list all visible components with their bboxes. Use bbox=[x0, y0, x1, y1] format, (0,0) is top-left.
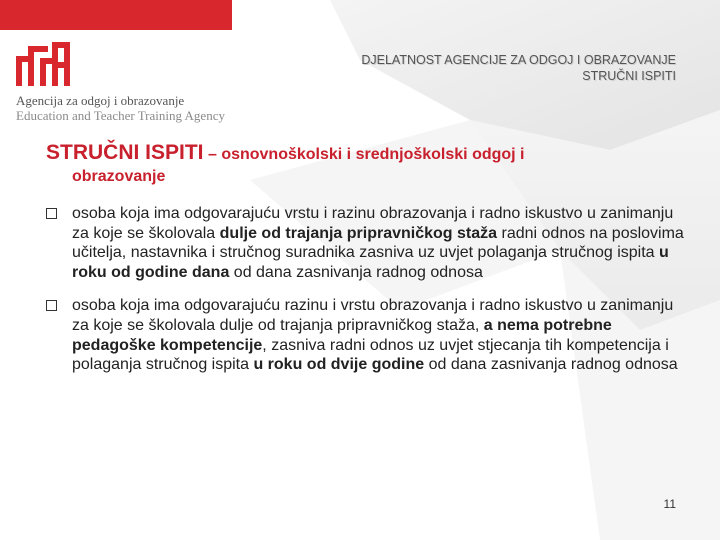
bullet-text-bold: u roku od godine dana bbox=[72, 244, 669, 281]
section-header-line1: DJELATNOST AGENCIJE ZA ODGOJ I OBRAZOVANJE bbox=[361, 53, 676, 67]
agency-name-en: Education and Teacher Training Agency bbox=[16, 108, 225, 123]
bullet-text-part: od dana zasnivanja radnog odnosa bbox=[424, 356, 678, 374]
bullet-text-bold: dulje od trajanja pripravničkog staža bbox=[219, 224, 498, 242]
bullet-item bbox=[46, 296, 686, 374]
bullet-text-bold: a nema potrebne pedagoške kompetencije bbox=[72, 316, 612, 354]
page-number: 11 bbox=[663, 497, 676, 511]
section-header-line2: STRUČNI ISPITI bbox=[582, 69, 676, 83]
top-red-bar bbox=[0, 0, 232, 30]
bullet-text-part: osoba koja ima odgovarajuću vrstu i razinu obrazovanja i radno iskustvo u zanimanju za koje se školovala bbox=[72, 205, 674, 242]
section-header bbox=[256, 52, 676, 84]
bullet-item bbox=[46, 204, 686, 282]
bullet-text-part: od dana zasnivanja radnog odnosa bbox=[229, 263, 483, 281]
agency-logo bbox=[14, 40, 74, 88]
page-title-dash: – bbox=[203, 146, 222, 163]
page-title-main: STRUČNI ISPITI bbox=[46, 141, 204, 164]
bullet-text-part: radni odnos na poslovima učitelja, nastavnika i stručnog suradnika zasniva uz uvjet polaganja stručnog ispita bbox=[72, 224, 684, 262]
page-title-subtitle-line2: obrazovanje bbox=[72, 168, 166, 185]
agency-name-hr: Agencija za odgoj i obrazovanje bbox=[16, 93, 185, 108]
bullet-list bbox=[46, 204, 686, 389]
page-title-subtitle-line1: osnovnoškolski i srednjoškolski odgoj i bbox=[221, 146, 525, 163]
agency-name bbox=[16, 93, 225, 123]
checkbox-square-bullet-icon bbox=[46, 300, 57, 311]
page-title bbox=[46, 140, 676, 186]
bullet-text-part: , zasniva radni odnos uz uvjet stjecanja tih kompetencija i polaganja stručnog ispita bbox=[72, 336, 669, 374]
checkbox-square-bullet-icon bbox=[46, 208, 57, 219]
bullet-text-bold: u roku od dvije godine bbox=[253, 356, 425, 374]
bullet-text-part: osoba koja ima odgovarajuću razinu i vrstu obrazovanja i radno iskustvo u zanimanju za koje se školovala dulje od trajanja pripravničkog staža, bbox=[72, 297, 674, 334]
